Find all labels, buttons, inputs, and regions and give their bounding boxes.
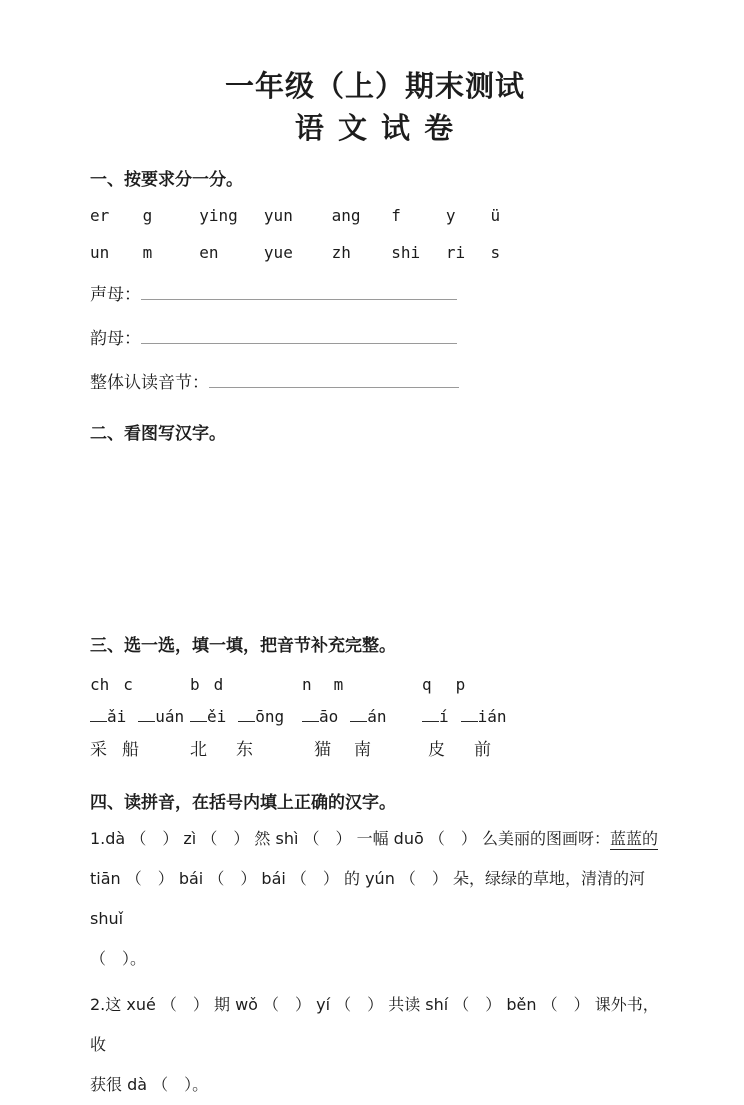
letter-option: d (213, 674, 224, 694)
hanzi-pair (90, 737, 190, 763)
picture-placeholder-area (90, 444, 660, 612)
question-1 (90, 819, 660, 979)
pinyin-token: ü (490, 206, 501, 226)
pinyin-token: yue (263, 243, 293, 263)
letter-option: m (333, 674, 344, 694)
letter-options-group (190, 673, 302, 697)
question-1-line-1-text: 1.dà （ ） zì （ ） 然 shì （ ） 一幅 duō （ ） 么美丽的图画呀： (90, 829, 610, 849)
letter-option: b (190, 674, 200, 694)
hanzi-char: 北 (190, 739, 207, 760)
letter-option: n (302, 674, 312, 694)
letter-options-group (422, 673, 660, 697)
question-2 (90, 985, 660, 1105)
pinyin-sort-row-1 (90, 205, 660, 227)
fill-blank (461, 707, 478, 722)
question-1-line-2: tiān （ ） bái （ ） bái （ ） 的 yún （ ） 朵，绿绿的草地，清清的河 shuǐ (90, 869, 651, 929)
letter-options-group (90, 673, 190, 697)
hanzi-char: 南 (354, 739, 371, 760)
hanzi-pair (422, 737, 660, 763)
fill-blank (90, 707, 107, 722)
pinyin-token: ying (199, 206, 238, 226)
pinyin-token: er (90, 206, 110, 226)
final-syllable: í (439, 706, 449, 726)
answer-row-yunmu (90, 325, 660, 352)
pinyin-token: y (445, 206, 456, 226)
pinyin-token: ri (445, 243, 466, 263)
letter-option: q (422, 674, 432, 694)
fill-blank (350, 707, 367, 722)
final-syllable: ěi (207, 706, 227, 726)
section-four-heading: 四、读拼音，在括号内填上正确的汉字。 (90, 792, 396, 813)
letter-option: ch (90, 674, 110, 694)
hanzi-char: 采 (90, 739, 107, 760)
fill-blank (138, 707, 155, 722)
section-one-heading: 一、按要求分一分。 (90, 169, 243, 190)
fill-blank (302, 707, 319, 722)
answer-row-zhengti (90, 369, 660, 396)
letter-options-group (302, 673, 422, 697)
hanzi-char: 前 (474, 739, 491, 760)
question-2-line-2: 获很 dà （ ）。 (90, 1075, 209, 1095)
pinyin-token: en (199, 243, 219, 263)
final-syllable: ǎi (107, 706, 127, 726)
yunmu-answer-line (141, 325, 457, 344)
fill-blank (190, 707, 207, 722)
shengmu-label: 声母： (90, 285, 141, 306)
pinyin-token: un (90, 243, 110, 263)
syllable-blank-group (190, 704, 302, 730)
yunmu-label: 韵母： (90, 329, 141, 350)
paper-header (90, 70, 660, 146)
final-syllable: án (367, 706, 387, 726)
final-syllable: ōng (255, 706, 285, 726)
pinyin-token: f (391, 206, 401, 226)
underlined-phrase: 蓝蓝的 (609, 829, 658, 849)
zhengti-answer-line (209, 369, 459, 388)
fill-blank (422, 707, 439, 722)
pinyin-token: g (142, 206, 153, 226)
section-two-heading: 二、看图写汉字。 (90, 424, 226, 445)
pinyin-token: shi (391, 243, 421, 263)
answer-row-shengmu (90, 281, 660, 308)
pinyin-token: yun (263, 206, 293, 226)
pinyin-token: m (142, 243, 153, 263)
hanzi-char: 猫 (314, 739, 331, 760)
page-subtitle: 语 文 试 卷 (294, 111, 456, 146)
syllable-blank-group (90, 704, 190, 730)
hanzi-char: 东 (236, 739, 253, 760)
question-2-line-1: 2.这 xué （ ） 期 wǒ （ ） yí （ ） 共读 shí （ ） běn （ ） 课外书，收 (90, 995, 659, 1055)
hanzi-char: 皮 (428, 739, 445, 760)
syllable-blank-group (422, 704, 660, 730)
syllable-blank-group (302, 704, 422, 730)
question-1-line-1 (90, 819, 660, 859)
pinyin-token: s (490, 243, 501, 263)
final-syllable: ián (477, 706, 507, 726)
pinyin-token: zh (331, 243, 351, 263)
hanzi-pair (302, 737, 422, 763)
hanzi-pair (190, 737, 302, 763)
shengmu-answer-line (141, 281, 457, 300)
letter-option: p (455, 674, 466, 694)
page-title: 一年级（上）期末测试 (224, 69, 525, 103)
fill-blank (238, 707, 255, 722)
zhengti-label: 整体认读音节： (90, 373, 209, 394)
question-1-line-3: （ ）。 (90, 949, 147, 969)
letter-option: c (123, 674, 133, 694)
final-syllable: uán (155, 706, 185, 726)
syllable-exercise-grid (90, 673, 660, 763)
final-syllable: āo (319, 706, 339, 726)
pinyin-token: ang (331, 206, 361, 226)
section-three-heading: 三、选一选，填一填，把音节补充完整。 (90, 636, 396, 657)
hanzi-char: 船 (122, 739, 139, 760)
pinyin-sort-row-2 (90, 242, 660, 264)
